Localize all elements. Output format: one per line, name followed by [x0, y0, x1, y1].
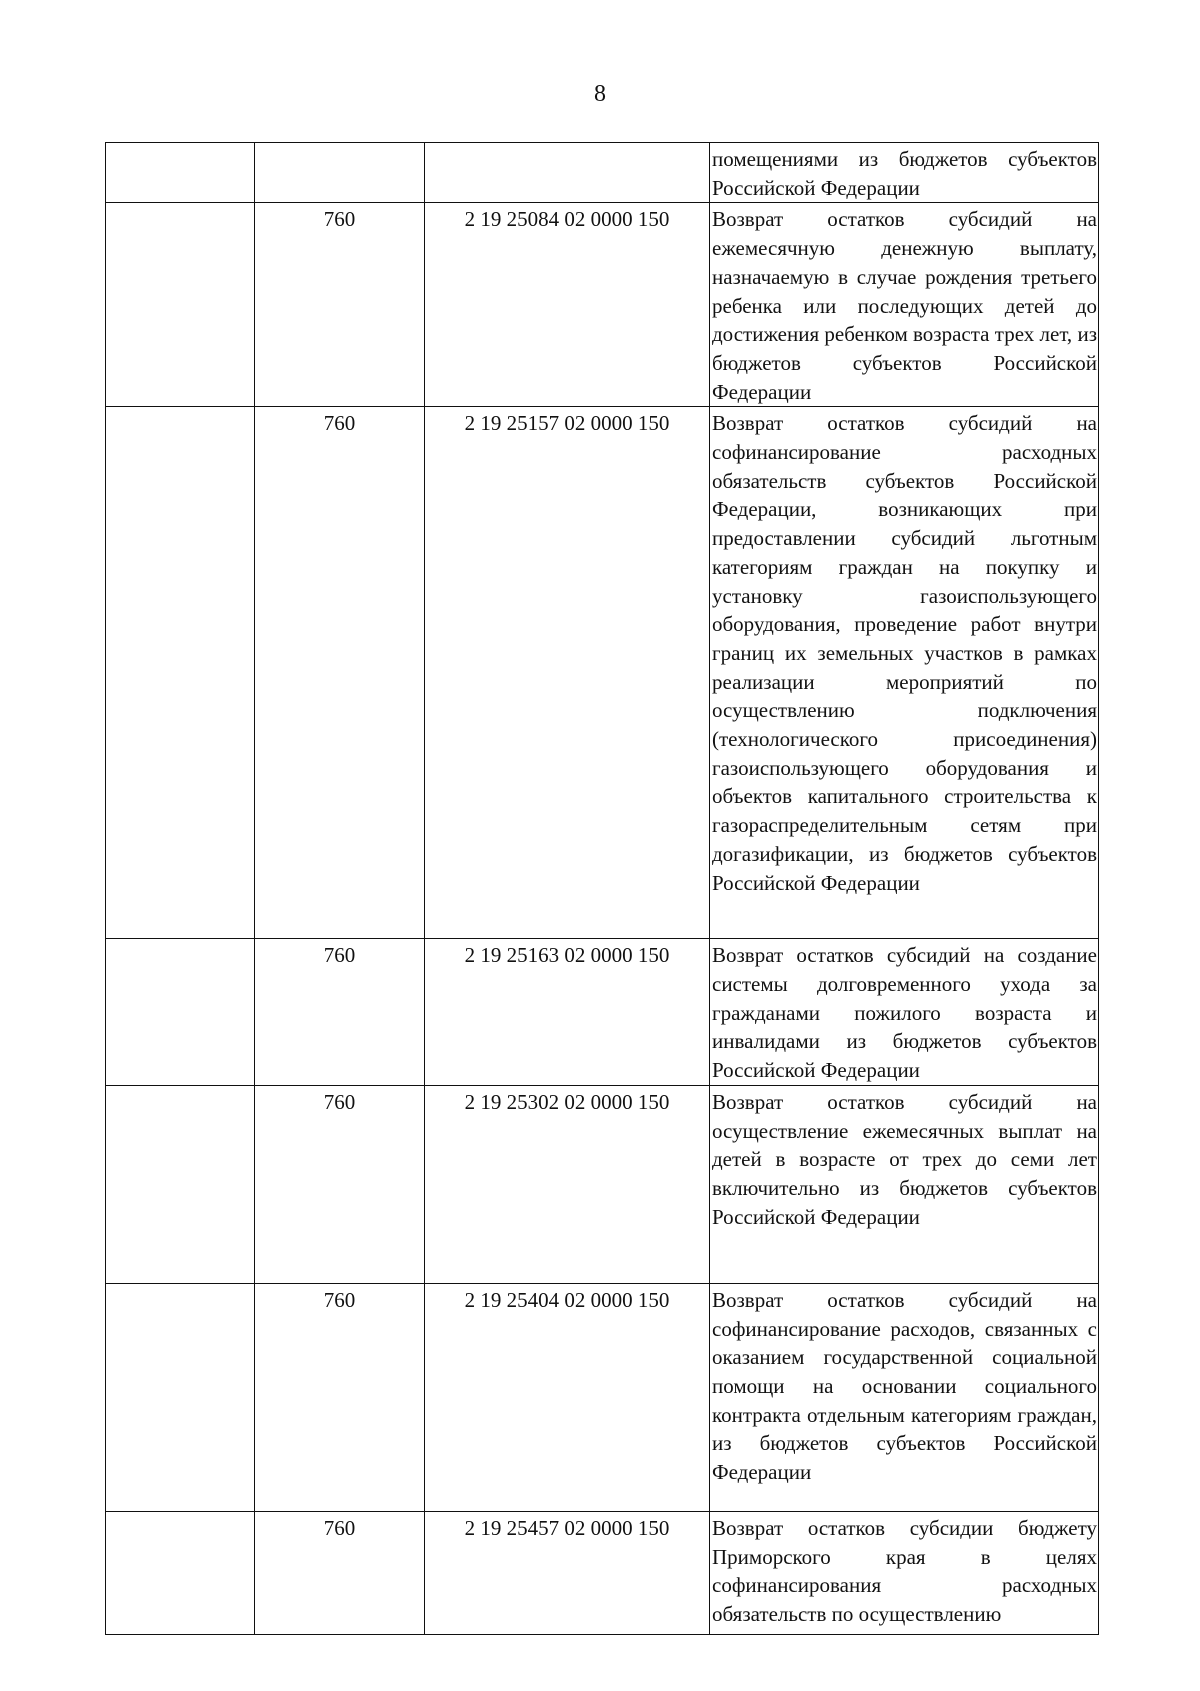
table-row	[106, 1085, 1099, 1283]
admin-code-cell: 760	[255, 939, 425, 1086]
admin-code-cell: 760	[255, 1085, 425, 1283]
empty-cell	[106, 407, 255, 939]
description-cell: Возврат остатков субсидий на осуществление ежемесячных выплат на детей в возрасте от трех до семи лет включительно из бюджетов субъектов Российской Федерации	[710, 1085, 1099, 1283]
kbk-code-cell: 2 19 25302 02 0000 150	[425, 1085, 710, 1283]
empty-cell	[106, 143, 255, 203]
empty-cell	[106, 1085, 255, 1283]
table-row	[106, 407, 1099, 939]
admin-code-cell: 760	[255, 407, 425, 939]
kbk-code-cell	[425, 143, 710, 203]
admin-code-cell: 760	[255, 1511, 425, 1634]
table-row	[106, 203, 1099, 407]
empty-cell	[106, 1511, 255, 1634]
page-number: 8	[594, 81, 606, 107]
table-row	[106, 1283, 1099, 1511]
empty-cell	[106, 1283, 255, 1511]
kbk-code-cell: 2 19 25457 02 0000 150	[425, 1511, 710, 1634]
empty-cell	[106, 939, 255, 1086]
table-row	[106, 939, 1099, 1086]
description-cell: Возврат остатков субсидий на софинансирование расходов, связанных с оказанием государственной социальной помощи на основании социального контракта отдельным категориям граждан, из бюджетов субъектов Российской Федерации	[710, 1283, 1099, 1511]
admin-code-cell: 760	[255, 203, 425, 407]
table-row	[106, 1511, 1099, 1634]
description-cell: Возврат остатков субсидий на создание системы долговременного ухода за гражданами пожилого возраста и инвалидами из бюджетов субъектов Российской Федерации	[710, 939, 1099, 1086]
kbk-code-cell: 2 19 25084 02 0000 150	[425, 203, 710, 407]
table-row	[106, 143, 1099, 203]
kbk-code-cell: 2 19 25157 02 0000 150	[425, 407, 710, 939]
budget-codes-table	[105, 142, 1099, 1635]
kbk-code-cell: 2 19 25163 02 0000 150	[425, 939, 710, 1086]
empty-cell	[106, 203, 255, 407]
description-cell: Возврат остатков субсидий на софинансирование расходных обязательств субъектов Российской Федерации, возникающих при предоставлении субсидий льготным категориям граждан на покупку и установку газоиспользующего оборудования, проведение работ внутри границ их земельных участков в рамках реализации мероприятий по осуществлению подключения (технологического присоединения) газоиспользующего оборудования и объектов капитального строительства к газораспределительным сетям при догазификации, из бюджетов субъектов Российской Федерации	[710, 407, 1099, 939]
description-cell: помещениями из бюджетов субъектов Российской Федерации	[710, 143, 1099, 203]
admin-code-cell	[255, 143, 425, 203]
description-cell: Возврат остатков субсидий на ежемесячную денежную выплату, назначаемую в случае рождения третьего ребенка или последующих детей до достижения ребенком возраста трех лет, из бюджетов субъектов Российской Федерации	[710, 203, 1099, 407]
description-cell: Возврат остатков субсидии бюджету Приморского края в целях софинансирования расходных обязательств по осуществлению	[710, 1511, 1099, 1634]
admin-code-cell: 760	[255, 1283, 425, 1511]
kbk-code-cell: 2 19 25404 02 0000 150	[425, 1283, 710, 1511]
